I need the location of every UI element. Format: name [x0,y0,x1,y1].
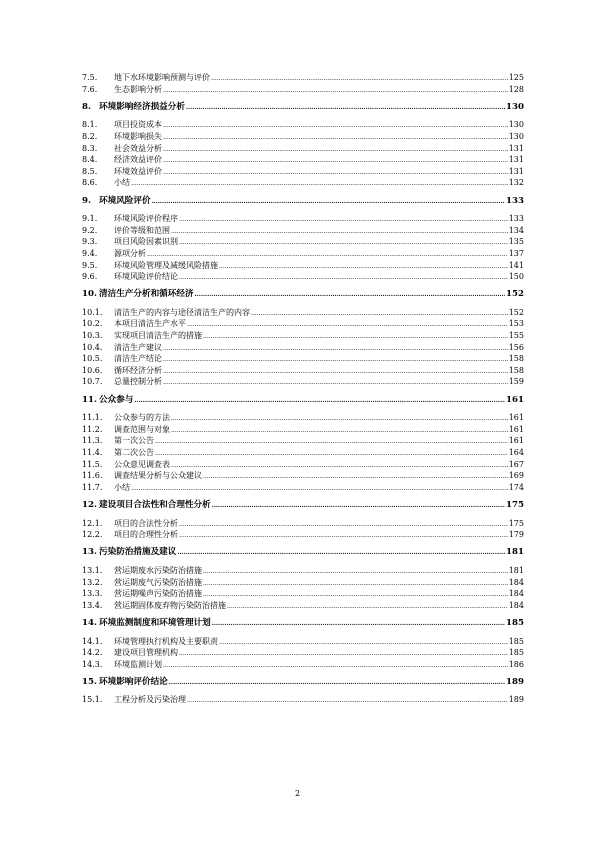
toc-section-entry[interactable] [82,353,524,365]
toc-chapter-entry[interactable] [82,676,524,689]
toc-entry-title: 营运期固体废弃物污染防治措施 [114,600,226,610]
toc-dot-leader [179,237,508,249]
toc-chapter-entry[interactable] [82,195,524,208]
toc-dot-leader [171,425,508,437]
toc-entry-number: 9.2. [82,225,98,235]
toc-entry-title: 清洁生产分析和循环经济 [99,289,194,300]
toc-entry-page: 179 [508,530,524,540]
toc-entry-number: 15.1. [82,695,103,705]
toc-entry-number: 7.5. [82,73,98,82]
toc-entry-page: 186 [508,659,524,669]
toc-entry-title: 清洁生产的内容与途径清洁生产的内容 [114,307,250,317]
toc-entry-title: 公众参与 [99,394,134,405]
toc-chapter-entry[interactable] [82,288,524,301]
toc-section-entry[interactable] [82,307,524,319]
toc-entry-page: 125 [508,73,524,82]
toc-entry-title: 清洁生产结论 [114,354,162,364]
toc-entry-number: 11.6. [82,471,103,481]
toc-entry-number: 10. [82,289,97,300]
toc-entry-number: 10.7. [82,377,103,387]
toc-entry-page: 133 [506,195,524,206]
toc-entry-page: 175 [508,518,524,528]
toc-entry-page: 184 [508,577,524,587]
toc-entry-page: 159 [508,377,524,387]
toc-dot-leader [163,343,508,355]
toc-entry-number: 13. [82,547,97,558]
toc-entry-title: 公众参与的方法 [114,413,170,423]
toc-entry-number: 7.6. [82,84,98,94]
toc-entry-page: 135 [508,237,524,247]
toc-entry-number: 8.2. [82,131,98,141]
toc-section-entry[interactable] [82,447,524,459]
toc-entry-title: 实现项目清洁生产的措施 [114,331,202,341]
toc-entry-title: 经济效益评价 [114,155,162,165]
toc-entry-page: 161 [508,413,524,423]
toc-entry-page: 161 [506,394,524,405]
toc-dot-leader [163,132,508,144]
toc-entry-number: 14. [82,617,97,628]
toc-entry-title: 环境监测制度和环境管理计划 [99,617,211,628]
toc-section-entry[interactable] [82,659,524,671]
toc-chapter-entry[interactable] [82,546,524,559]
toc-entry-page: 153 [508,319,524,329]
toc-entry-page: 185 [508,648,524,658]
toc-chapter-entry[interactable] [82,394,524,407]
toc-chapter-entry[interactable] [82,499,524,512]
toc-entry-page: 158 [508,354,524,364]
toc-entry-page: 161 [508,436,524,446]
toc-entry-title: 环境风险评价程序 [114,214,178,224]
toc-entry-page: 131 [508,143,524,153]
toc-entry-title: 环境效益评价 [114,166,162,176]
toc-dot-leader [163,155,508,167]
toc-entry-page: 131 [508,155,524,165]
toc-section-entry[interactable] [82,365,524,377]
toc-entry-page: 161 [508,424,524,434]
toc-entry-page: 167 [508,459,524,469]
toc-entry-number: 11.2. [82,424,103,434]
toc-entry-page: 184 [508,600,524,610]
toc-section-entry[interactable] [82,213,524,225]
toc-entry-title: 第二次公告 [114,448,154,457]
toc-entry-title: 建设项目管理机构 [114,648,178,658]
toc-dot-leader [155,448,508,460]
toc-entry-number: 9.6. [82,272,98,282]
toc-entry-number: 10.6. [82,365,103,375]
toc-section-entry[interactable] [82,119,524,131]
toc-section-entry[interactable] [82,84,524,96]
toc-section-entry[interactable] [82,271,524,283]
toc-entry-page: 150 [508,272,524,282]
toc-section-entry[interactable] [82,647,524,659]
toc-entry-number: 11.5. [82,459,103,469]
toc-dot-leader [212,499,505,512]
toc-section-entry[interactable] [82,470,524,482]
toc-entry-number: 9.4. [82,248,98,258]
toc-entry-page: 164 [508,448,524,457]
toc-entry-title: 环境影响经济损益分析 [99,101,185,112]
toc-dot-leader [187,695,508,707]
toc-entry-number: 11. [82,394,97,405]
toc-entry-number: 12.1. [82,518,103,528]
toc-dot-leader [134,394,505,407]
toc-entry-number: 8.6. [82,178,98,188]
toc-dot-leader [171,460,508,472]
toc-entry-number: 10.2. [82,319,103,329]
toc-dot-leader [163,354,508,366]
toc-section-entry[interactable] [82,600,524,612]
toc-section-entry[interactable] [82,225,524,237]
toc-entry-title: 营运期废气污染防治措施 [114,577,202,587]
toc-section-entry[interactable] [82,529,524,541]
toc-dot-leader [203,471,508,483]
toc-dot-leader [163,377,508,389]
toc-entry-title: 环境风险评价结论 [114,272,178,282]
toc-entry-title: 环境影响损失 [114,131,162,141]
toc-entry-number: 8. [82,101,91,112]
toc-entry-number: 11.3. [82,436,103,446]
toc-entry-page: 181 [508,565,524,575]
toc-entry-title: 生态影响分析 [114,84,162,94]
toc-dot-leader [152,195,505,208]
toc-entry-title: 环境风险管理及减缓风险措施 [114,260,218,270]
toc-entry-number: 9.5. [82,260,98,270]
toc-dot-leader [219,637,508,649]
toc-entry-number: 10.1. [82,307,103,317]
toc-entry-number: 11.7. [82,482,103,492]
toc-entry-number: 12. [82,499,97,510]
toc-section-entry[interactable] [82,177,524,189]
toc-section-entry[interactable] [82,318,524,330]
toc-dot-leader [179,648,508,660]
toc-entry-page: 152 [506,289,524,300]
toc-dot-leader [186,101,505,114]
toc-section-entry[interactable] [82,166,524,178]
toc-entry-number: 11.1. [82,413,103,423]
toc-dot-leader [163,167,508,179]
toc-entry-title: 调查范围与对象 [114,424,170,434]
toc-entry-number: 13.2. [82,577,103,587]
toc-dot-leader [203,331,508,343]
toc-entry-number: 11.4. [82,448,103,457]
toc-entry-title: 环境监测计划 [114,659,162,669]
toc-entry-number: 13.4. [82,600,103,610]
toc-dot-leader [187,319,508,331]
toc-entry-title: 本项目清洁生产水平 [114,319,186,329]
toc-section-entry[interactable] [82,694,524,706]
toc-entry-title: 环境影响评价结论 [99,676,168,687]
toc-entry-number: 9.1. [82,214,98,224]
toc-entry-title: 营运期噪声污染防治措施 [114,589,202,599]
toc-entry-page: 133 [508,214,524,224]
toc-dot-leader [227,601,508,613]
toc-entry-page: 185 [508,636,524,646]
toc-entry-number: 8.4. [82,155,98,165]
toc-dot-leader [212,617,505,630]
toc-entry-page: 134 [508,225,524,235]
toc-entry-page: 174 [508,482,524,492]
toc-entry-title: 工程分析及污染治理 [114,695,186,705]
toc-entry-page: 189 [508,695,524,705]
toc-dot-leader [203,578,508,590]
toc-section-entry[interactable] [82,248,524,260]
toc-entry-page: 130 [508,131,524,141]
toc-dot-leader [171,226,508,238]
toc-dot-leader [179,272,508,284]
toc-section-entry[interactable] [82,72,524,84]
toc-entry-title: 环境风险评价 [99,195,151,206]
toc-entry-number: 8.1. [82,120,98,130]
toc-dot-leader [177,546,505,559]
toc-entry-title: 调查结果分析与公众建议 [114,471,202,481]
toc-entry-title: 第一次公告 [114,436,154,446]
toc-entry-number: 14.3. [82,659,103,669]
toc-dot-leader [251,308,508,320]
toc-dot-leader [179,519,508,531]
toc-entry-title: 循环经济分析 [114,365,162,375]
toc-entry-page: 185 [506,617,524,628]
toc-entry-page: 175 [506,499,524,510]
toc-dot-leader [219,261,508,273]
toc-section-entry[interactable] [82,342,524,354]
toc-entry-number: 12.2. [82,530,103,540]
toc-entry-number: 15. [82,676,97,687]
toc-section-entry[interactable] [82,376,524,388]
toc-section-entry[interactable] [82,131,524,143]
table-of-contents [82,72,524,706]
toc-entry-page: 141 [508,260,524,270]
toc-entry-page: 131 [508,166,524,176]
toc-entry-title: 项目的合法性分析 [114,518,178,528]
toc-entry-page: 169 [508,471,524,481]
toc-chapter-entry[interactable] [82,101,524,114]
toc-entry-page: 184 [508,589,524,599]
toc-entry-page: 155 [508,331,524,341]
toc-entry-title: 社会效益分析 [114,143,162,153]
toc-entry-number: 13.1. [82,565,103,575]
toc-dot-leader [171,413,508,425]
toc-entry-title: 小结 [114,482,130,492]
toc-entry-page: 152 [508,307,524,317]
toc-entry-title: 地下水环境影响预测与评价 [114,73,210,82]
toc-entry-title: 污染防治措施及建议 [99,547,177,558]
toc-entry-number: 14.2. [82,648,103,658]
toc-entry-page: 189 [506,676,524,687]
toc-section-entry[interactable] [82,236,524,248]
toc-dot-leader [163,366,508,378]
toc-section-entry[interactable] [82,577,524,589]
toc-section-entry[interactable] [82,435,524,447]
toc-section-entry[interactable] [82,636,524,648]
toc-section-entry[interactable] [82,424,524,436]
toc-entry-title: 项目投资成本 [114,120,162,130]
toc-entry-title: 项目风险因素识别 [114,237,178,247]
toc-entry-page: 130 [506,101,524,112]
toc-entry-title: 项目的合理性分析 [114,530,178,540]
toc-dot-leader [203,589,508,601]
toc-section-entry[interactable] [82,154,524,166]
toc-entry-title: 建设项目合法性和合理性分析 [99,499,211,510]
toc-section-entry[interactable] [82,459,524,471]
toc-dot-leader [179,214,508,226]
toc-entry-page: 130 [508,120,524,130]
toc-dot-leader [163,144,508,156]
toc-entry-number: 13.3. [82,589,103,599]
toc-section-entry[interactable] [82,588,524,600]
toc-section-entry[interactable] [82,260,524,272]
toc-dot-leader [179,530,508,542]
toc-entry-number: 10.4. [82,342,103,352]
toc-entry-title: 评价等级和范围 [114,225,170,235]
toc-entry-number: 10.3. [82,331,103,341]
toc-section-entry[interactable] [82,143,524,155]
toc-dot-leader [163,120,508,132]
toc-section-entry[interactable] [82,565,524,577]
toc-entry-page: 128 [508,84,524,94]
toc-entry-number: 10.5. [82,354,103,364]
toc-entry-number: 8.5. [82,166,98,176]
toc-section-entry[interactable] [82,482,524,494]
toc-entry-page: 158 [508,365,524,375]
toc-entry-page: 156 [508,342,524,352]
toc-entry-page: 132 [508,178,524,188]
toc-entry-title: 清洁生产建议 [114,342,162,352]
toc-entry-page: 137 [508,248,524,258]
toc-chapter-entry[interactable] [82,617,524,630]
toc-section-entry[interactable] [82,412,524,424]
toc-entry-number: 9.3. [82,237,98,247]
toc-entry-title: 环境管理执行机构及主要职责 [114,636,218,646]
toc-dot-leader [195,288,506,301]
toc-section-entry[interactable] [82,330,524,342]
toc-entry-number: 14.1. [82,636,103,646]
toc-entry-title: 营运期废水污染防治措施 [114,565,202,575]
toc-entry-number: 9. [82,195,91,206]
toc-section-entry[interactable] [82,518,524,530]
toc-dot-leader [155,436,508,448]
toc-dot-leader [131,178,508,190]
toc-dot-leader [211,73,508,85]
toc-dot-leader [163,660,508,672]
toc-entry-title: 公众意见调查表 [114,459,170,469]
toc-entry-title: 小结 [114,178,130,188]
toc-dot-leader [131,483,508,495]
toc-entry-number: 8.3. [82,143,98,153]
toc-entry-title: 总量控制分析 [114,377,162,387]
toc-dot-leader [203,566,508,578]
toc-entry-title: 源项分析 [114,248,146,258]
toc-dot-leader [163,85,508,97]
page-number: 2 [294,789,301,798]
toc-entry-page: 181 [506,547,524,558]
toc-dot-leader [169,676,505,689]
